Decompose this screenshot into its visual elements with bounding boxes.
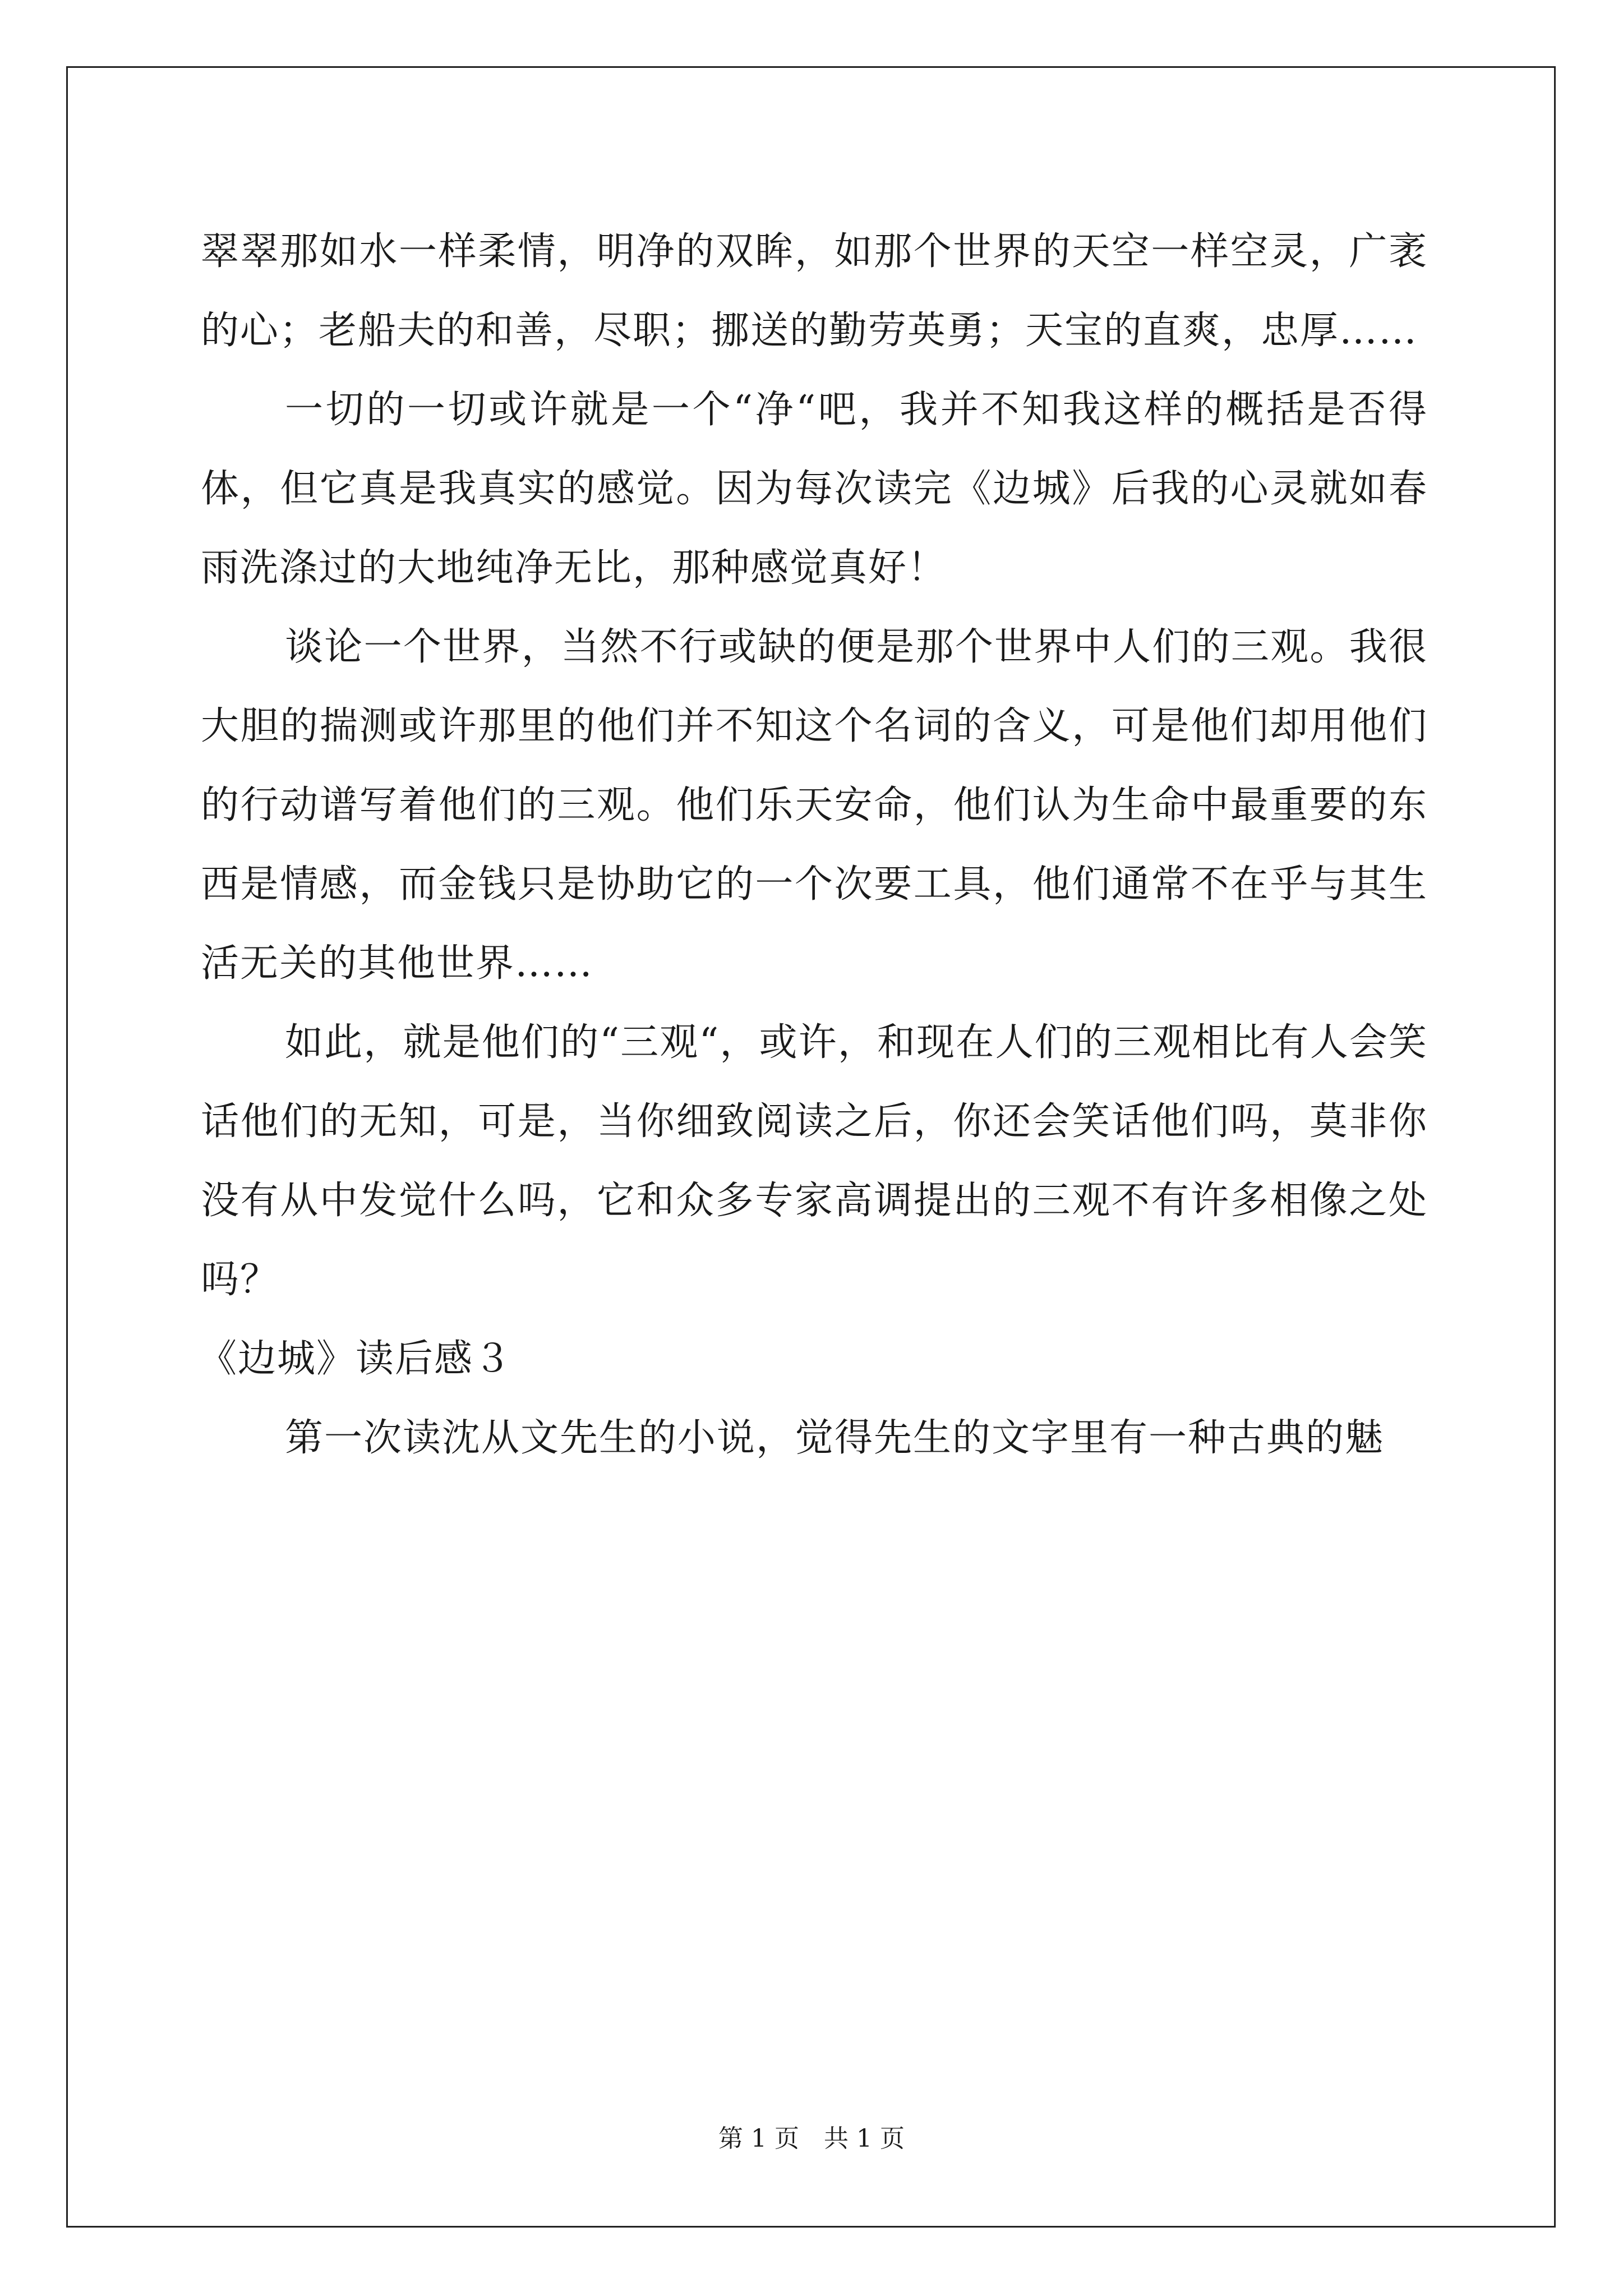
section-heading: 《边城》读后感３	[199, 1337, 513, 1381]
paragraph-1: 翠翠那如水一样柔情，明净的双眸，如那个世界的天空一样空灵，广袤的心；老船夫的和善，尽职；挪送的勤劳英勇；天宝的直爽，忠厚……	[201, 229, 1428, 353]
document-body	[201, 212, 1428, 1478]
paragraph-3: 谈论一个世界，当然不行或缺的便是那个世界中人们的三观。我很大胆的揣测或许那里的他们并不知这个名词的含义，可是他们却用他们的行动谱写着他们的三观。他们乐天安命，他们认为生命中最重要的东西是情感，而金钱只是协助它的一个次要工具，他们通常不在乎与其生活无关的其他世界……	[201, 625, 1428, 986]
paragraph-2: 一切的一切或许就是一个“净“吧，我并不知我这样的概括是否得体，但它真是我真实的感觉。因为每次读完《边城》后我的心灵就如春雨洗涤过的大地纯净无比，那种感觉真好！	[201, 388, 1428, 590]
paragraph-4: 如此，就是他们的“三观“，或许，和现在人们的三观相比有人会笑话他们的无知，可是，当你细致阅读之后，你还会笑话他们吗，莫非你没有从中发觉什么吗，它和众多专家高调提出的三观不有许多相像之处吗？	[201, 1020, 1428, 1302]
page-number-footer: 第 1 页 共 1 页	[718, 2124, 905, 2153]
paragraph-5: 第一次读沈从文先生的小说，觉得先生的文字里有一种古典的魅	[285, 1416, 1385, 1460]
